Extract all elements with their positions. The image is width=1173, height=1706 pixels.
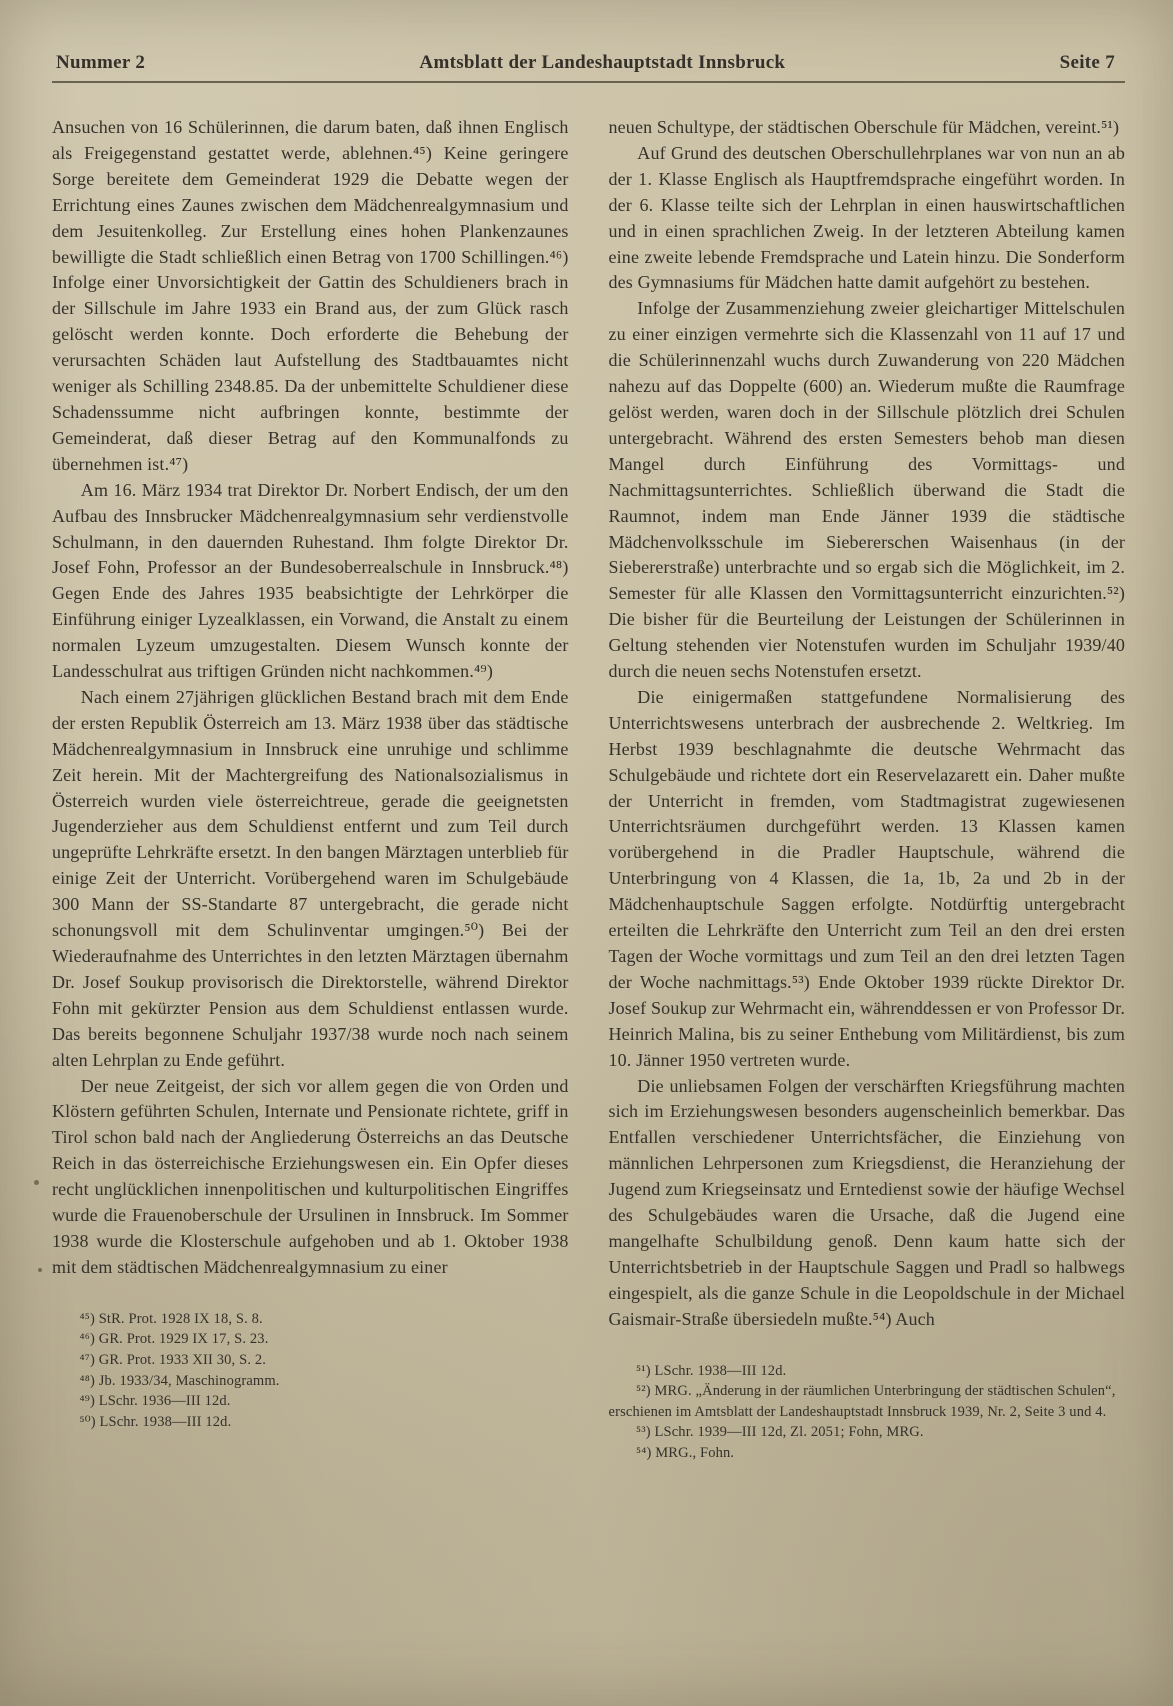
scan-speck	[34, 1180, 39, 1185]
footnote: ⁴⁹) LSchr. 1936—III 12d.	[79, 1393, 231, 1410]
footnote: ⁵⁰) LSchr. 1938—III 12d.	[79, 1413, 232, 1430]
column-right	[609, 115, 1126, 1463]
paragraph: Die einigermaßen stattgefundene Normalisierung des Unterrichtswesens unterbrach der ausbrechende 2. Weltkrieg. Im Herbst 1939 beschlagnahmte die deutsche Wehrmacht das Schulgebäude und richtete dort ein Reservelazarett ein. Daher mußte der Unterricht in fremden, vom Stadtmagistrat zugewiesenen Unterrichtsräumen durchgeführt werden. 13 Klassen kamen vorübergehend in die Pradler Hauptschule, während die Unterbringung von 4 Klassen, die 1a, 1b, 2a und 2b in der Mädchenhauptschule Saggen erfolgte. Notdürftig untergebracht erteilten die Lehrkräfte den Unterricht zum Teil an den drei ersten Tagen der Woche vormittags und zum Teil an den drei letzten Tagen der Woche nachmittags.⁵³) Ende Oktober 1939 rückte Direktor Dr. Josef Soukup zur Wehrmacht ein, währenddessen er von Professor Dr. Heinrich Malina, bis zu seiner Enthebung vom Militärdienst, bis zum 10. Jänner 1950 vertreten wurde.	[608, 686, 1125, 1070]
page-number: Seite 7	[1059, 52, 1115, 73]
header-rule	[52, 81, 1125, 83]
paragraph: neuen Schultype, der städtischen Oberschule für Mädchen, vereint.⁵¹)	[608, 117, 1120, 137]
paragraph: Auf Grund des deutschen Oberschullehrplanes war von nun an ab der 1. Klasse Englisch als Hauptfremdsprache eingeführt worden. In der 6. Klasse teilte sich der Lehrplan in einen hauswirtschaftlichen und in einen sprachlichen Zweig. In der letzteren Abteilung kamen eine zweite lebende Fremdsprache und Latein hinzu. Die Sonderform des Gymnasiums für Mädchen hatte damit aufgehört zu bestehen.	[608, 142, 1125, 293]
footnote: ⁵¹) LSchr. 1938—III 12d.	[636, 1362, 787, 1379]
paragraph: Am 16. März 1934 trat Direktor Dr. Norbert Endisch, der um den Aufbau des Innsbrucker Mädchenrealgymnasium sehr verdienstvolle Schulmann, in den dauernden Ruhestand. Ihm folgte Direktor Dr. Josef Fohn, Professor an der Bundesoberrealschule in Innsbruck.⁴⁸) Gegen Ende des Jahres 1935 beabsichtigte der Lehrkörper die Einführung einiger Lyzealklassen, ein Vorwand, die Anstalt zu einem normalen Lyzeum umzugestalten. Diesem Wunsch konnte der Landesschulrat aus triftigen Gründen nicht nachkommen.⁴⁹)	[52, 479, 569, 682]
paragraph: Infolge der Zusammenziehung zweier gleichartiger Mittelschulen zu einer einzigen vermehrte sich die Klassenzahl von 11 auf 17 und die Schülerinnenzahl wuchs durch Zuwanderung von 220 Mädchen nahezu auf das Doppelte (600) an. Wiederum mußte die Raumfrage gelöst werden, waren doch in der Sillschule plötzlich drei Schulen untergebracht. Während des ersten Semesters behob man diesen Mangel durch Einführung des Vormittags- und Nachmittagsunterrichtes. Schließlich überwand die Stadt die Raumnot, indem man Ende Jänner 1939 die städtische Mädchenvolksschule im Siebererschen Waisenhaus (in der Siebererstraße) unterbrachte und so ergab sich die Möglichkeit, im 2. Semester für alle Klassen den Vormittagsunterricht einzurichten.⁵²) Die bisher für die Beurteilung der Leistungen der Schülerinnen in Geltung stehenden vier Notenstufen wurden im Schuljahr 1939/40 durch die neuen sechs Notenstufen ersetzt.	[608, 298, 1125, 682]
column-left	[52, 115, 569, 1463]
footnote: ⁴⁶) GR. Prot. 1929 IX 17, S. 23.	[79, 1331, 269, 1348]
paragraph: Der neue Zeitgeist, der sich vor allem gegen die von Orden und Klöstern geführten Schulen, Internate und Pensionate richtete, griff in Tirol schon bald nach der Angliederung Österreichs an das Deutsche Reich in das österreichische Erziehungswesen ein. Ein Opfer dieses recht unglücklichen innenpolitischen und kulturpolitischen Eingriffes wurde die Frauenoberschule der Ursulinen in Innsbruck. Im Sommer 1938 wurde die Klosterschule aufgehoben und ab 1. Oktober 1938 mit dem städtischen Mädchenrealgymnasium zu einer	[52, 1075, 569, 1277]
page-title: Amtsblatt der Landeshauptstadt Innsbruck	[419, 52, 786, 73]
text-columns	[52, 115, 1125, 1463]
issue-number: Nummer 2	[56, 52, 146, 73]
footnote: ⁵²) MRG. „Änderung in der räumlichen Unterbringung der städtischen Schulen“, erschienen im Amtsblatt der Landeshauptstadt Innsbruck 1939, Nr. 2, Seite 3 und 4.	[608, 1383, 1116, 1420]
footnote: ⁴⁸) Jb. 1933/34, Maschinogramm.	[79, 1372, 280, 1389]
paragraph: Nach einem 27jährigen glücklichen Bestand brach mit dem Ende der ersten Republik Österreich am 13. März 1938 über das städtische Mädchenrealgymnasium in Innsbruck eine unruhige und schlimme Zeit herein. Mit der Machtergreifung des Nationalsozialismus in Österreich wurden viele österreichtreue, gerade die geeignetsten Jugenderzieher aus dem Schuldienst entfernt und zum Teil durch ungeprüfte Lehrkräfte ersetzt. In den bangen Märztagen unterblieb für einige Zeit der Unterricht. Vorübergehend waren im Schulgebäude 300 Mann der SS-Standarte 87 untergebracht, die gerade nicht schonungsvoll mit dem Schulinventar umgingen.⁵⁰) Bei der Wiederaufnahme des Unterrichtes in den letzten Märztagen übernahm Dr. Josef Soukup provisorisch die Direktorstelle, während Direktor Fohn mit gekürzter Pension aus dem Schuldienst entlassen wurde. Das bereits begonnene Schuljahr 1937/38 wurde noch nach seinem alten Lehrplan zu Ende geführt.	[52, 686, 569, 1070]
scan-speck	[38, 1268, 42, 1272]
footnotes-right	[609, 1361, 1126, 1464]
footnote: ⁵³) LSchr. 1939—III 12d, Zl. 2051; Fohn, MRG.	[636, 1424, 924, 1441]
footnote: ⁵⁴) MRG., Fohn.	[636, 1444, 735, 1461]
paragraph: Ansuchen von 16 Schülerinnen, die darum baten, daß ihnen Englisch als Freigegenstand gestattet werde, ablehnen.⁴⁵) Keine geringere Sorge bereitete dem Gemeinderat 1929 die Debatte wegen der Errichtung eines Zaunes zwischen dem Mädchenrealgymnasium und dem Jesuitenkolleg. Zur Erstellung eines hohen Plankenzaunes bewilligte die Stadt schließlich einen Betrag von 1700 Schillingen.⁴⁶) Infolge einer Unvorsichtigkeit der Gattin des Schuldieners brach in der Sillschule im Jahre 1933 ein Brand aus, der zum Glück rasch gelöscht werden konnte. Doch erforderte die Behebung der verursachten Schäden laut Aufstellung des Stadtbauamtes nicht weniger als Schilling 2348.85. Da der unbemittelte Schuldiener diese Schadenssumme nicht aufbringen konnte, bestimmte der Gemeinderat, daß dieser Betrag auf den Kommunalfonds zu übernehmen ist.⁴⁷)	[52, 117, 569, 474]
page-header	[52, 52, 1125, 74]
paragraph: Die unliebsamen Folgen der verschärften Kriegsführung machten sich im Erziehungswesen besonders augenscheinlich bemerkbar. Das Entfallen verschiedener Unterrichtsfächer, die Einziehung von männlichen Lehrpersonen zum Kriegsdienst, die Heranziehung der Jugend zum Kriegseinsatz und Erntedienst sowie der häufige Wechsel des Schulgebäudes waren die Ursache, daß die Jugend eine mangelhafte Schulbildung genoß. Denn kaum hatte sich der Unterrichtsbetrieb in der Hauptschule Saggen und Pradl so halbwegs eingespielt, als die ganze Schule in die Leopoldschule in der Michael Gaismair-Straße übersiedeln mußte.⁵⁴) Auch	[608, 1075, 1125, 1329]
footnotes-left	[52, 1309, 569, 1432]
footnote: ⁴⁵) StR. Prot. 1928 IX 18, S. 8.	[79, 1310, 263, 1327]
footnote: ⁴⁷) GR. Prot. 1933 XII 30, S. 2.	[79, 1351, 267, 1368]
